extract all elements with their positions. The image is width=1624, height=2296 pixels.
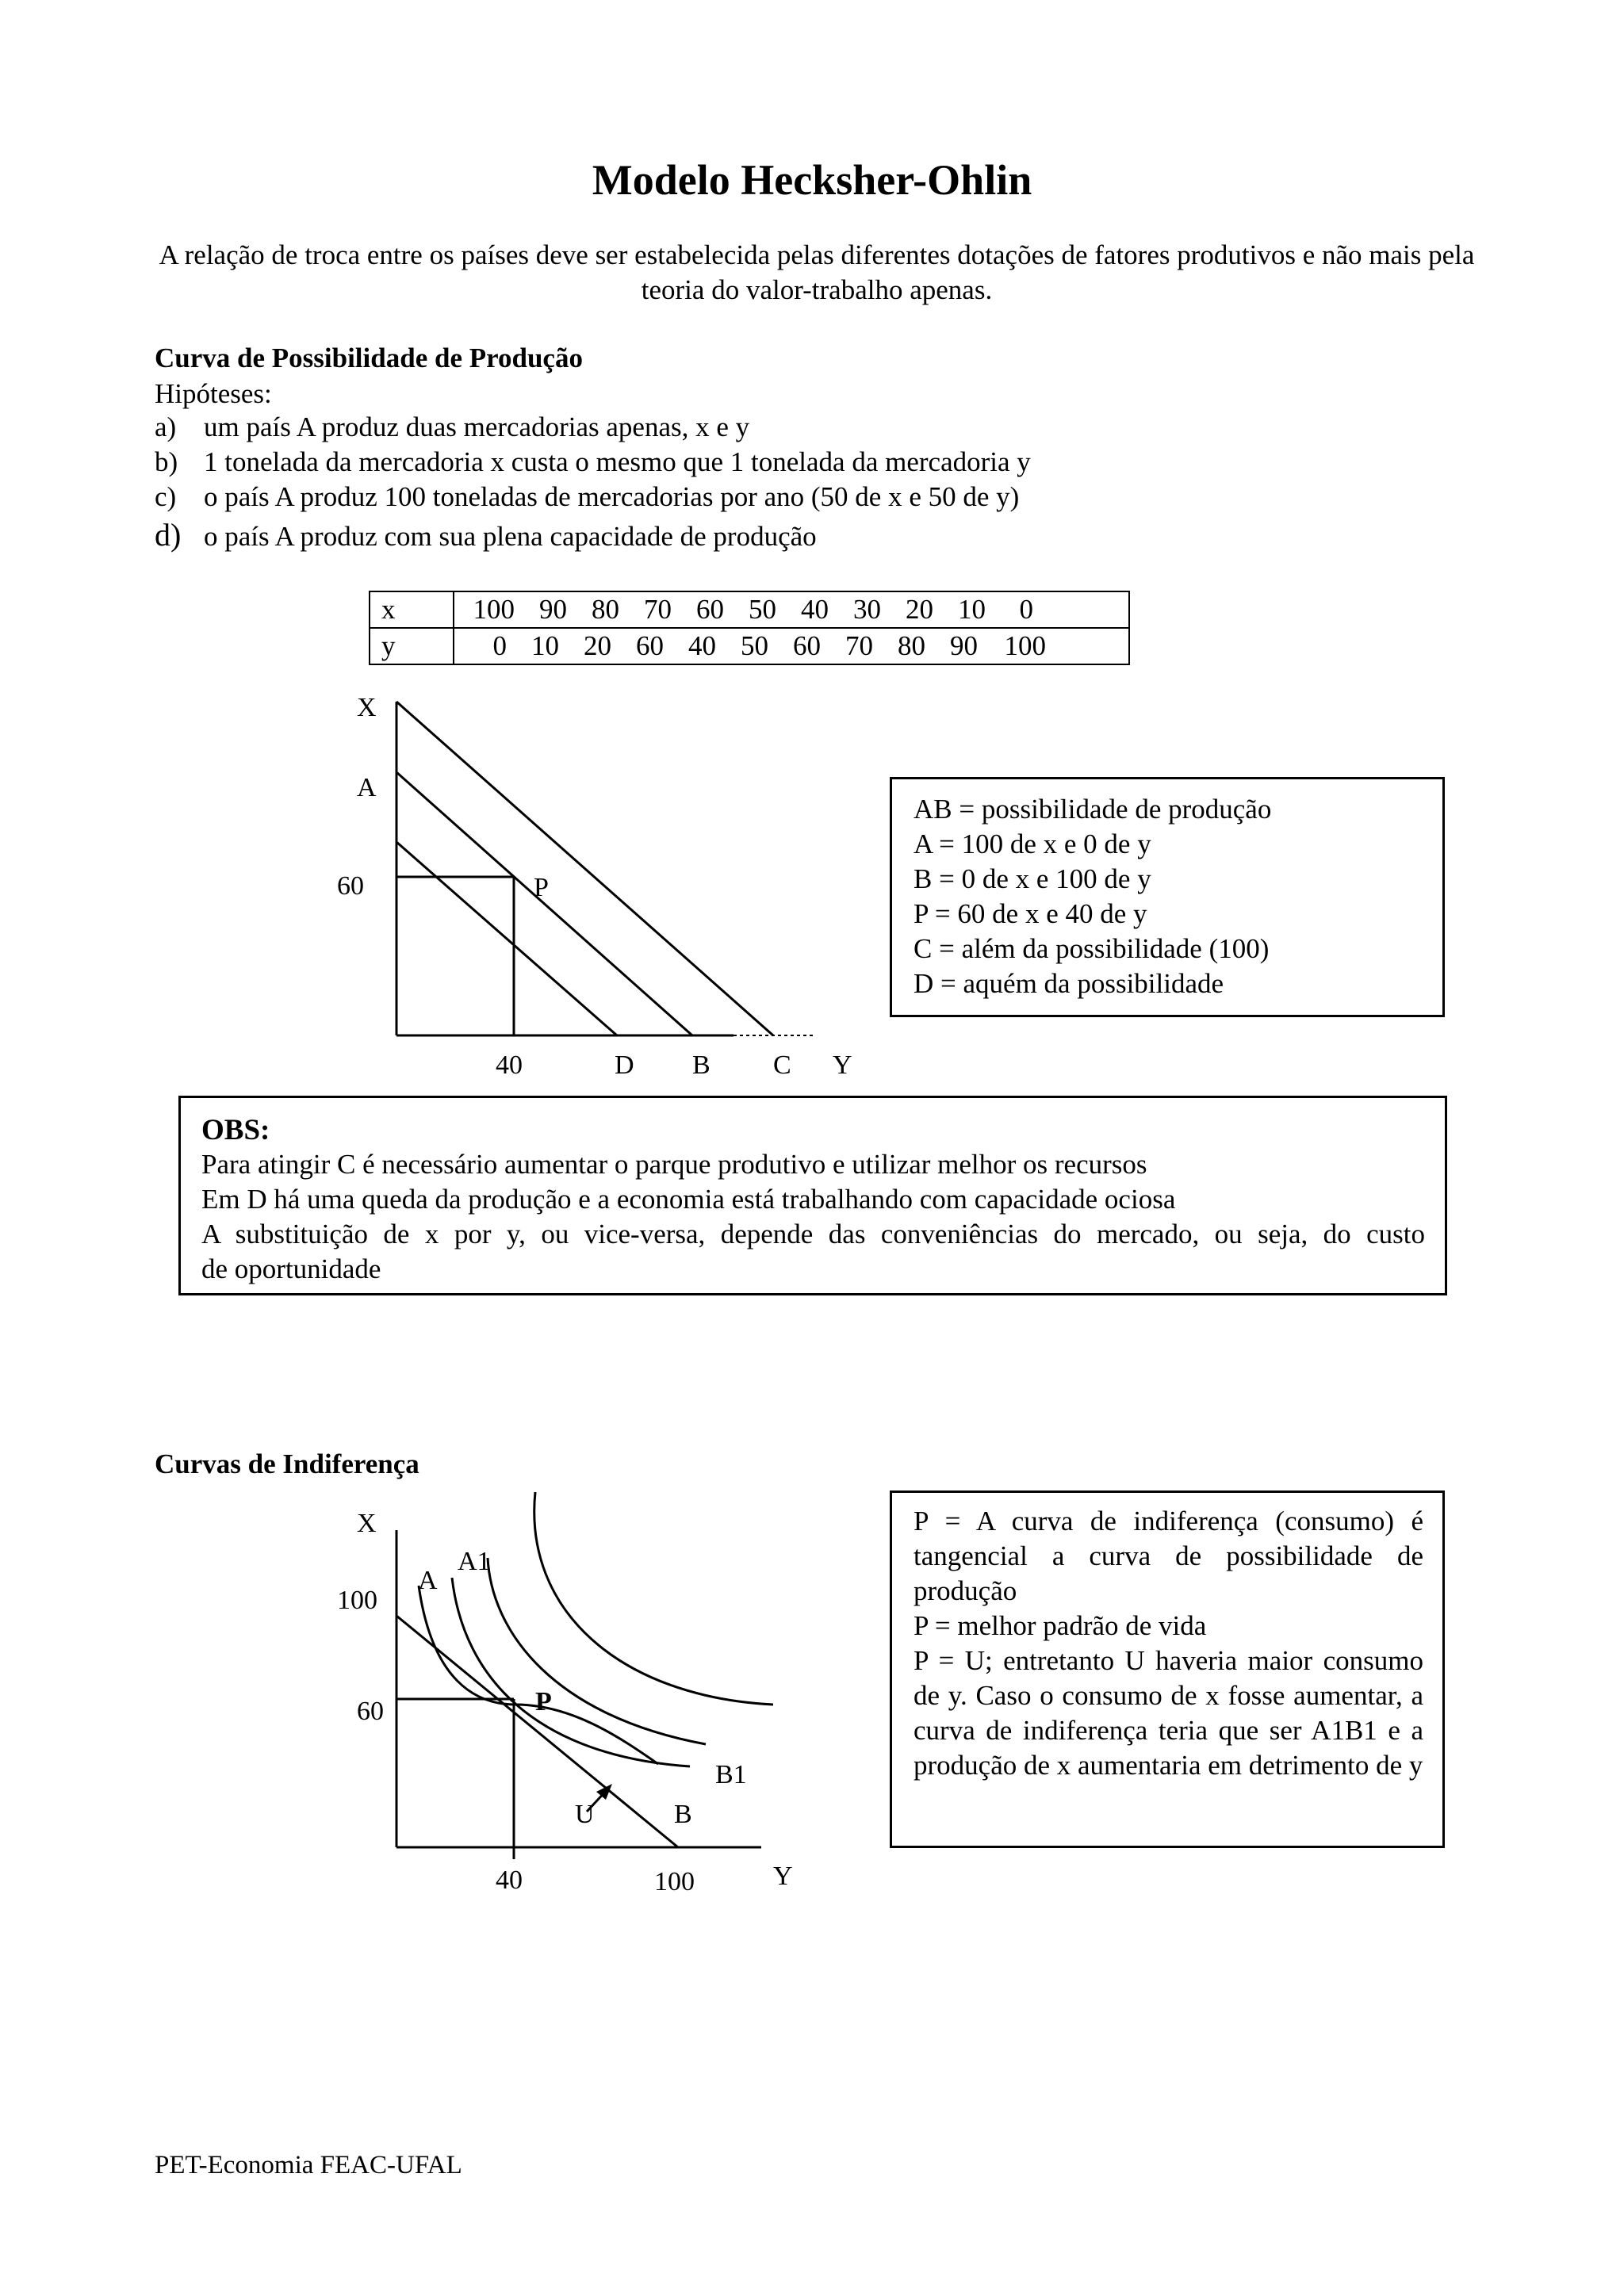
hypotheses-label: Hipóteses: [155,378,272,409]
table-cell: 80 [898,630,925,661]
ic-label-u: U [575,1800,595,1829]
obs-line: Em D há uma queda da produção e a economia está trabalhando com capacidade ociosa [201,1184,1176,1215]
table-cell: 80 [592,594,619,625]
ic-label-60: 60 [357,1697,384,1726]
legend-line: P = A curva de indiferença (consumo) é tangencial a curva de possibilidade de produção [914,1506,1423,1606]
ppc-axis-y-label: Y [833,1050,852,1080]
table-cell: 70 [845,630,873,661]
ppc-legend-box [890,777,1445,1017]
curve-c [396,702,773,1035]
ppc-label-d: D [615,1050,634,1080]
ppc-axis-x-label: X [357,693,377,722]
row-values-y [454,628,1129,664]
ic-label-p: P [535,1687,552,1716]
obs-heading: OBS: [201,1114,270,1146]
table-cell: 50 [741,630,768,661]
section-heading-ppc: Curva de Possibilidade de Produção [155,342,583,373]
legend-line: B = 0 de x e 100 de y [914,863,1151,894]
hypothesis-item [155,516,817,553]
legend-line: P = 60 de x e 40 de y [914,898,1147,929]
obs-line: A substituição de x por y, ou vice-versa, depende das conveniências do mercado, ou seja, do custo [201,1219,1425,1249]
ic-curve-1 [419,1586,658,1764]
ic-label-a1: A1 [458,1547,491,1576]
table-row-x [370,591,1129,628]
table-cell: 60 [696,594,724,625]
ppc-label-b: B [692,1050,710,1080]
table-cell: 70 [644,594,672,625]
obs-line: Para atingir C é necessário aumentar o parque produtivo e utilizar melhor os recursos [201,1149,1147,1180]
table-row-y [370,628,1129,664]
table-cell: 30 [853,594,881,625]
hypothesis-item [155,481,1019,513]
hypothesis-text: 1 tonelada da mercadoria x custa o mesmo que 1 tonelada da mercadoria y [204,446,1031,477]
ic-label-100-y: 100 [654,1867,695,1896]
row-label-x: x [370,591,454,628]
intro-paragraph: A relação de troca entre os países deve ser estabelecida pelas diferentes dotações de fatores produtivos e não mais pela teoria do valor-trabalho apenas. [159,239,1475,305]
ppc-label-c: C [773,1050,791,1080]
legend-line: P = U; entretanto U haveria maior consumo de y. Caso o consumo de x fosse aumentar, a curva de indiferença teria que ser A1B1 e a produção de x aumentaria em detrimento de y [914,1645,1423,1781]
ic-curve-3 [534,1492,773,1705]
table-cell: 60 [636,630,664,661]
table-cell: 40 [688,630,716,661]
ic-curve-a1b1 [452,1578,690,1766]
hypothesis-marker: d) [155,517,182,553]
table-cell: 20 [584,630,611,661]
obs-line: de oportunidade [201,1253,381,1284]
page-title: Modelo Hecksher-Ohlin [592,156,1032,204]
curve-ab [396,772,692,1035]
footer: PET-Economia FEAC-UFAL [155,2151,462,2179]
ic-arrow-head [596,1784,612,1800]
ic-legend-box [890,1490,1445,1848]
table-cell: 40 [801,594,829,625]
production-table [369,591,1130,665]
ppc-label-60: 60 [337,871,364,901]
hypothesis-item [155,446,1031,478]
legend-line: C = além da possibilidade (100) [914,933,1270,964]
table-cell: 90 [950,630,978,661]
ic-axis-x-label: X [357,1509,377,1538]
legend-line: A = 100 de x e 0 de y [914,828,1151,859]
legend-line: D = aquém da possibilidade [914,968,1224,999]
hypothesis-text: o país A produz com sua plena capacidade de produção [204,521,817,552]
table-cell: 50 [749,594,776,625]
table-cell: 90 [539,594,567,625]
ic-label-a: A [418,1566,438,1595]
row-label-y: y [370,628,454,664]
ic-axis-y-label: Y [773,1862,793,1891]
table-cell: 10 [958,594,986,625]
ic-label-b: B [674,1800,692,1829]
hypothesis-text: o país A produz 100 toneladas de mercadorias por ano (50 de x e 50 de y) [204,481,1020,512]
ic-production-line [396,1616,678,1847]
ic-label-40: 40 [496,1866,523,1895]
table-cell: 10 [531,630,559,661]
table-cell: 20 [906,594,933,625]
table-cell: 0 [1019,594,1033,625]
ic-label-b1: B1 [715,1760,747,1789]
table-cell: 100 [473,594,515,625]
hypothesis-text: um país A produz duas mercadorias apenas, x e y [204,411,750,442]
ic-label-100-x: 100 [337,1586,377,1615]
hypothesis-marker: a) [155,411,177,442]
ppc-label-40: 40 [496,1050,523,1080]
table-cell: 0 [492,630,507,661]
legend-line: P = melhor padrão de vida [914,1610,1207,1641]
obs-box [178,1096,1447,1295]
ppc-label-p: P [534,873,549,902]
table-cell: 60 [793,630,821,661]
section-heading-indifference: Curvas de Indiferença [155,1448,419,1479]
ic-curve-2 [488,1558,706,1744]
hypothesis-marker: c) [155,481,177,512]
row-values-x [454,591,1129,628]
hypothesis-marker: b) [155,446,178,477]
ppc-label-a: A [357,773,377,802]
curve-d [396,842,617,1035]
table-cell: 100 [1004,630,1046,661]
hypothesis-item [155,411,749,443]
legend-line: AB = possibilidade de produção [914,794,1272,825]
